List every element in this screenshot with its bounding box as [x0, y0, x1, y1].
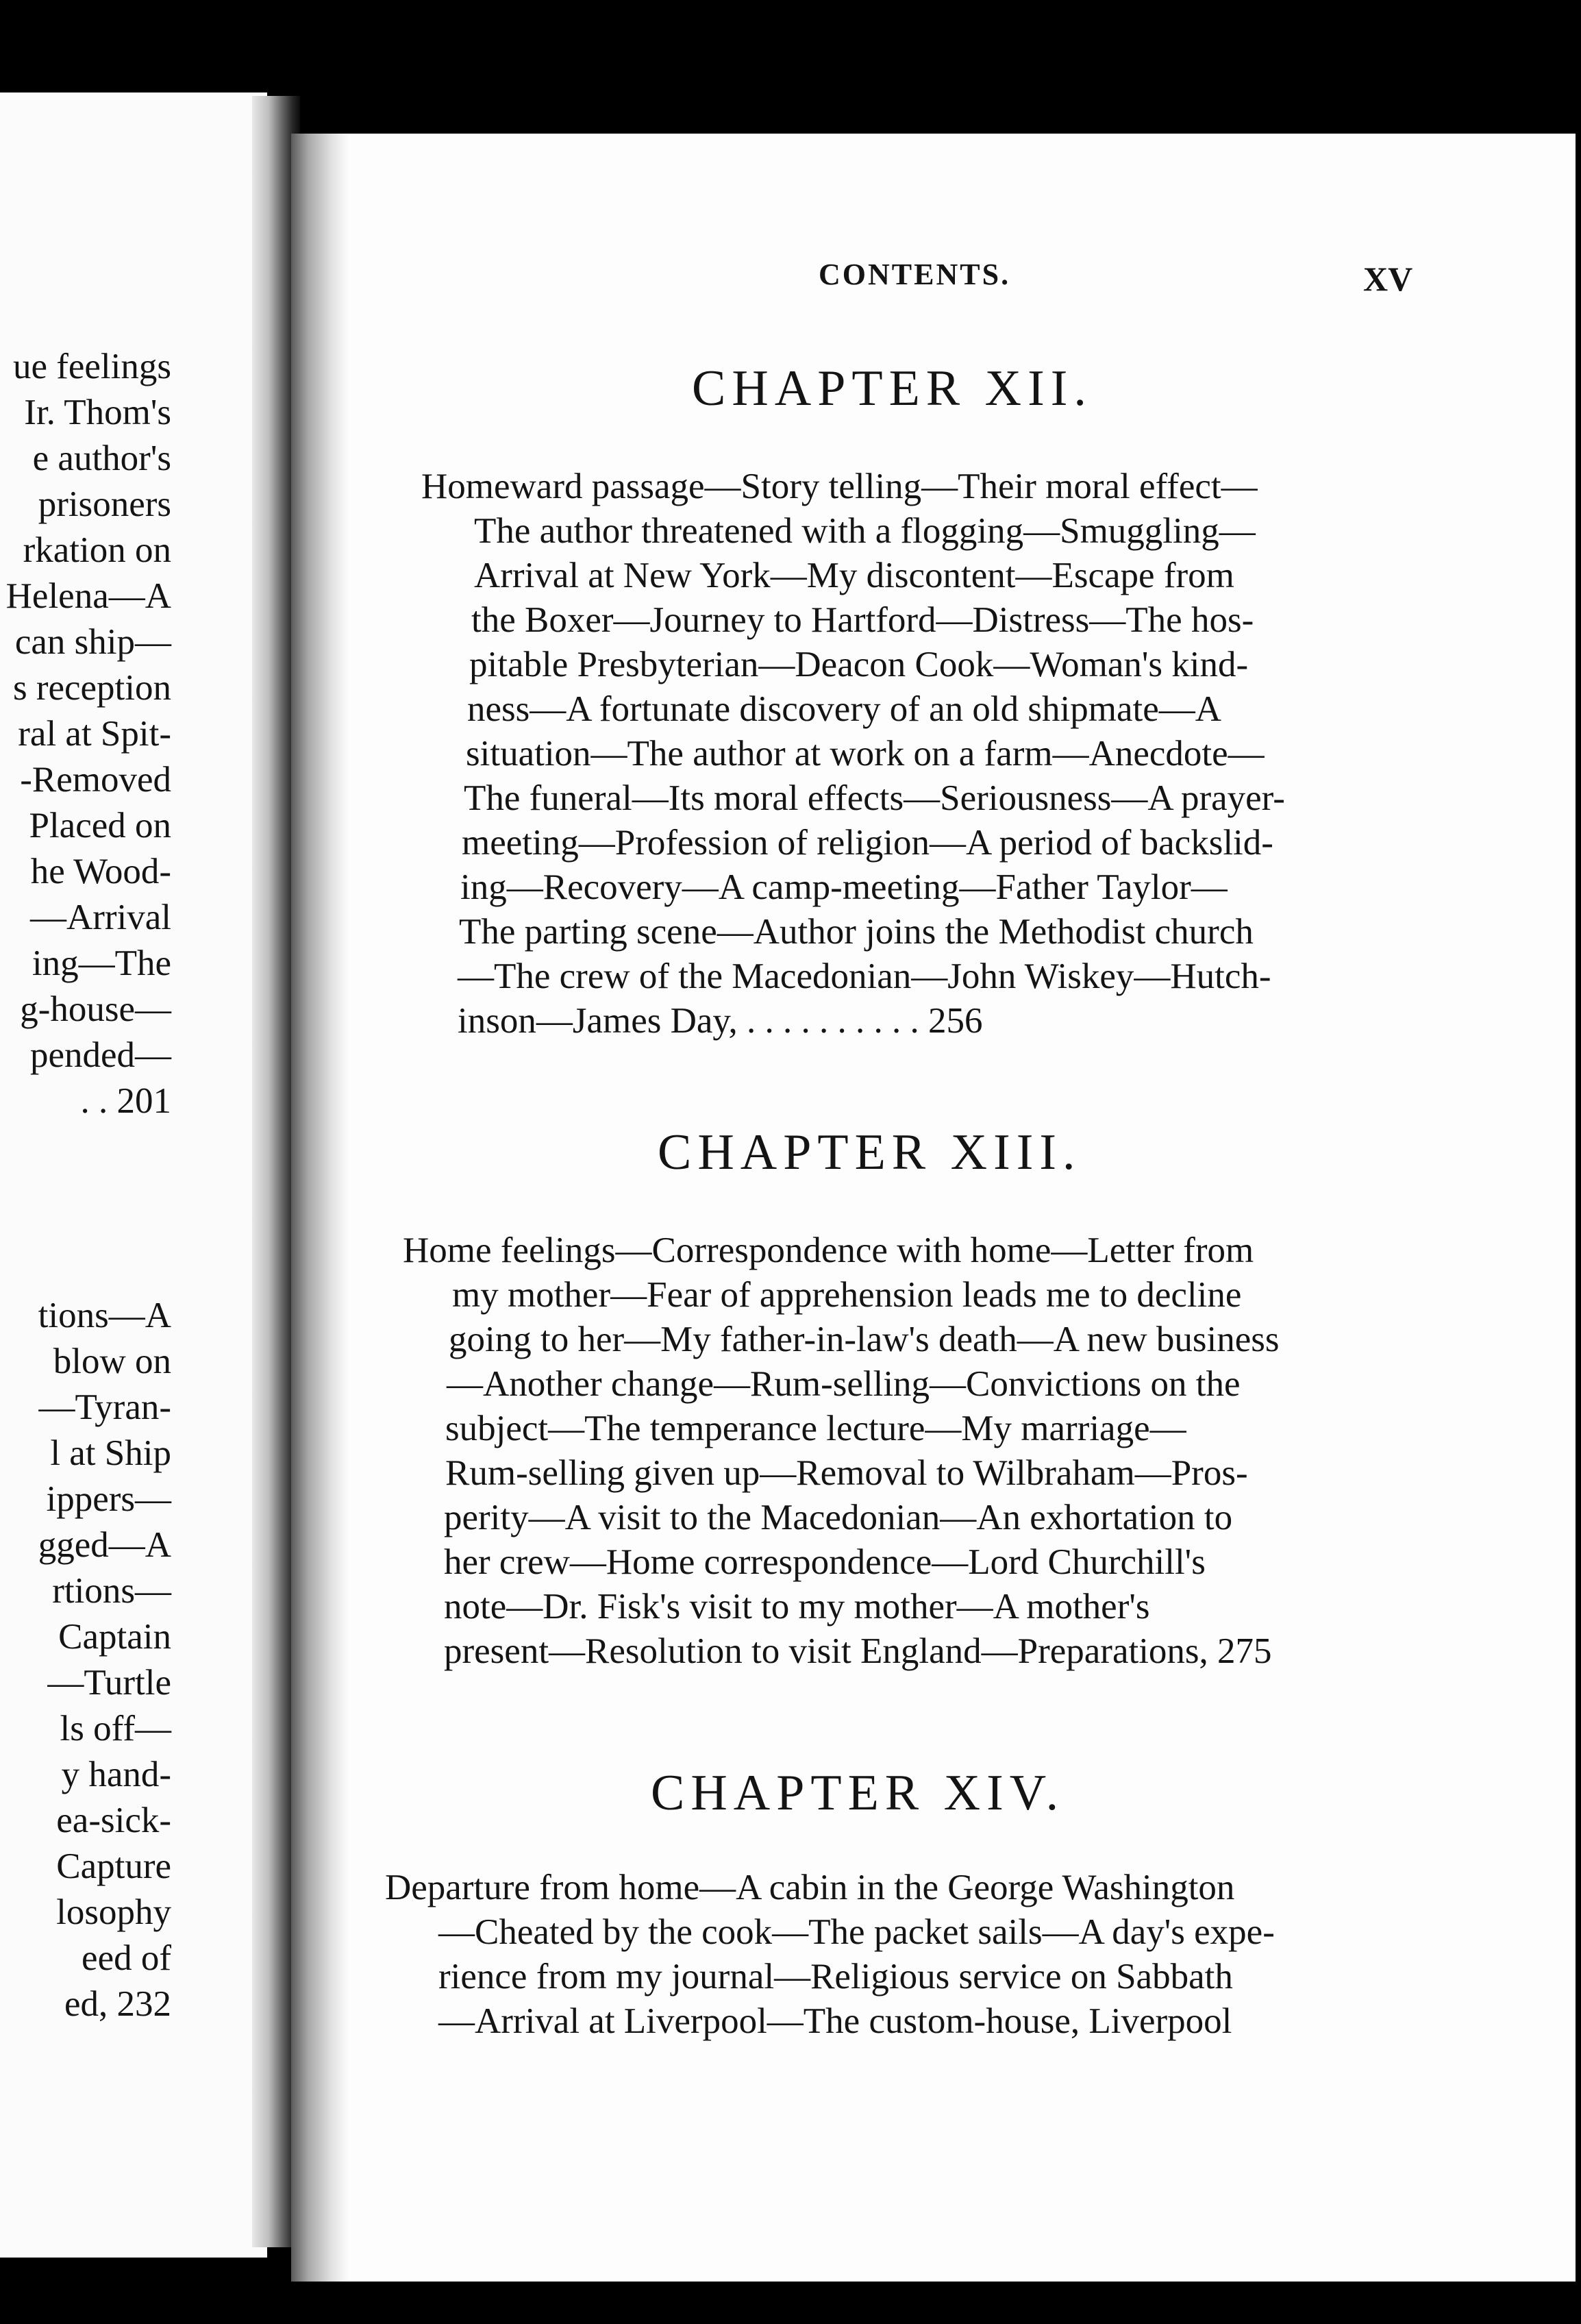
prev-page-line: —Tyran-: [38, 1387, 171, 1427]
chapter-title: CHAPTER XIV.: [651, 1765, 1065, 1821]
prev-page-line: can ship—: [14, 622, 171, 662]
prev-page-line: -Removed: [20, 760, 171, 800]
prev-page-line: losophy: [56, 1892, 171, 1932]
running-head: CONTENTS.: [819, 258, 1011, 291]
toc-line: The author threatened with a flogging—Smuggling—: [474, 511, 1256, 551]
prev-page-line: s reception: [12, 668, 171, 708]
prev-page-line: rkation on: [23, 530, 171, 570]
prev-page-line: —Turtle: [47, 1663, 171, 1703]
toc-line: her crew—Home correspondence—Lord Churchill's: [444, 1542, 1206, 1582]
prev-page-line: eed of: [82, 1938, 171, 1978]
toc-line: —Another change—Rum-selling—Convictions on the: [447, 1364, 1241, 1404]
toc-line: my mother—Fear of apprehension leads me to decline: [452, 1275, 1242, 1315]
toc-line: The parting scene—Author joins the Methodist church: [459, 912, 1254, 952]
toc-line: inson—James Day, . . . . . . . . . . 256: [458, 1001, 983, 1041]
toc-line: perity—A visit to the Macedonian—An exhortation to: [444, 1498, 1233, 1537]
toc-line: —Arrival at Liverpool—The custom-house, Liverpool: [438, 2001, 1232, 2041]
toc-line: ing—Recovery—A camp-meeting—Father Taylor—: [460, 867, 1228, 907]
page-number: XV: [1363, 260, 1413, 298]
toc-line: situation—The author at work on a farm—Anecdote—: [466, 734, 1265, 774]
prev-page-line: l at Ship: [50, 1433, 171, 1473]
toc-line: meeting—Profession of religion—A period of backslid-: [462, 823, 1273, 863]
toc-line: —Cheated by the cook—The packet sails—A day's expe-: [438, 1912, 1275, 1952]
prev-page-line: blow on: [53, 1342, 171, 1381]
toc-line: Home feelings—Correspondence with home—Letter from: [403, 1231, 1254, 1270]
toc-line: the Boxer—Journey to Hartford—Distress—The hos-: [471, 600, 1254, 640]
prev-page-line: rtions—: [52, 1571, 171, 1611]
prev-page-line: tions—A: [38, 1296, 171, 1335]
prev-page-line: . . 201: [80, 1081, 171, 1121]
prev-page-line: pended—: [29, 1035, 171, 1075]
prev-page-line: Helena—A: [5, 576, 171, 616]
prev-page-line: y hand-: [61, 1755, 171, 1794]
prev-page-line: g-house—: [20, 989, 171, 1029]
prev-page-line: Capture: [56, 1846, 171, 1886]
toc-line: note—Dr. Fisk's visit to my mother—A mother's: [444, 1587, 1150, 1627]
toc-line: going to her—My father-in-law's death—A new business: [449, 1320, 1280, 1359]
prev-page-line: Ir. Thom's: [24, 393, 171, 432]
prev-page-line: prisoners: [38, 484, 171, 524]
toc-line: pitable Presbyterian—Deacon Cook—Woman's kind-: [469, 645, 1249, 684]
toc-line: subject—The temperance lecture—My marriage—: [445, 1409, 1186, 1448]
prev-page-line: ls off—: [60, 1709, 171, 1748]
prev-page-line: —Arrival: [29, 898, 171, 937]
toc-line: Arrival at New York—My discontent—Escape from: [474, 556, 1234, 595]
toc-line: Departure from home—A cabin in the George Washington: [385, 1868, 1235, 1907]
prev-page-line: ing—The: [32, 943, 171, 983]
toc-line: present—Resolution to visit England—Preparations, 275: [444, 1631, 1272, 1671]
prev-page-line: ral at Spit-: [18, 714, 171, 754]
chapter-title: CHAPTER XII.: [692, 360, 1093, 417]
chapter-title: CHAPTER XIII.: [658, 1124, 1082, 1180]
toc-line: rience from my journal—Religious service on Sabbath: [438, 1957, 1233, 1997]
prev-page-line: ed, 232: [64, 1984, 171, 2024]
prev-page-line: ea-sick-: [56, 1801, 171, 1840]
toc-line: Rum-selling given up—Removal to Wilbraham—Pros-: [445, 1453, 1248, 1493]
toc-line: ness—A fortunate discovery of an old shipmate—A: [467, 689, 1221, 729]
prev-page-line: he Wood-: [30, 852, 171, 891]
prev-page-line: ue feelings: [12, 347, 171, 386]
toc-line: The funeral—Its moral effects—Seriousness—A prayer-: [464, 778, 1285, 818]
prev-page-line: ippers—: [46, 1479, 171, 1519]
previous-page: [0, 92, 267, 2258]
toc-line: —The crew of the Macedonian—John Wiskey—Hutch-: [458, 956, 1271, 996]
prev-page-line: gged—A: [38, 1525, 171, 1565]
toc-line: Homeward passage—Story telling—Their moral effect—: [421, 467, 1258, 506]
prev-page-line: Captain: [58, 1617, 171, 1657]
prev-page-line: Placed on: [29, 806, 171, 845]
prev-page-line: e author's: [32, 438, 171, 478]
spine-shadow: [291, 134, 349, 2282]
